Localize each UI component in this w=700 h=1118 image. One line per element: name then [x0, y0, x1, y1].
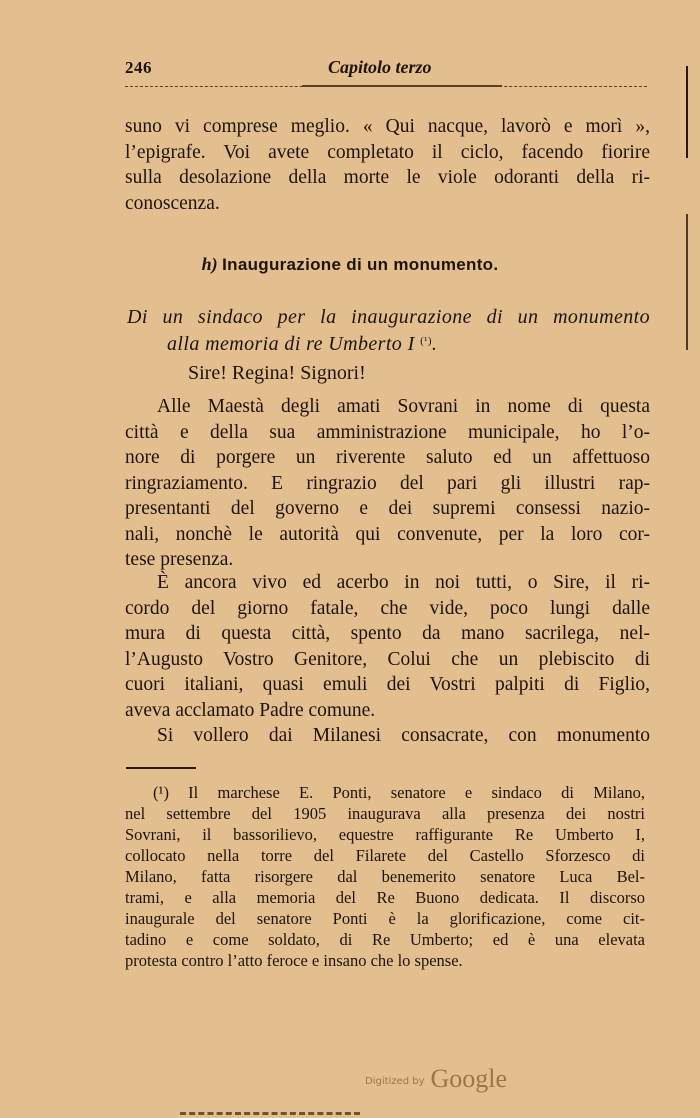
footnote [125, 782, 645, 971]
text-line: conoscenza. [125, 192, 220, 214]
footnote-line: Milano, fatta risorgere dal benemerito senatore Luca Bel- [125, 867, 645, 886]
text-line: presentanti del governo e dei supremi consessi nazio- [125, 498, 650, 519]
footnote-line: protesta contro l’atto feroce e insano che lo spense. [125, 951, 463, 970]
text-line: Si vollero dai Milanesi consacrate, con monumento [157, 725, 650, 746]
section-title: Inaugurazione di un monumento. [222, 255, 499, 274]
text-line: Alle Maestà degli amati Sovrani in nome di questa [157, 396, 650, 417]
text-line: sulla desolazione della morte le viole odoranti della ri- [125, 167, 650, 188]
text-line: città e della sua amministrazione municipale, ho l’o- [125, 421, 650, 443]
speech-greeting: Sire! Regina! Signori! [188, 362, 366, 384]
footnote-line: nel settembre del 1905 inaugurava alla presenza dei nostri [125, 804, 645, 823]
page-edge-mark [686, 66, 688, 158]
text-line: cuori italiani, quasi emuli dei Vostri palpiti di Figlio, [125, 674, 650, 695]
footnote-rule [126, 767, 196, 769]
header-rule-segment [302, 85, 502, 87]
subtitle-line-text: alla memoria di re Umberto I [167, 333, 415, 355]
text-line: nali, nonchè le autorità qui convenute, per la loro cor- [125, 523, 650, 545]
footnote-line: tadino e come soldato, di Re Umberto; ed è una elevata [125, 930, 645, 949]
page-edge-mark [686, 214, 688, 350]
text-line: È ancora vivo ed acerbo in noi tutti, o Sire, il ri- [157, 572, 650, 593]
google-logo: Google [430, 1064, 508, 1093]
text-line: cordo del giorno fatale, che vide, poco lungi dalle [125, 597, 650, 619]
text-line: ringraziamento. E ringrazio del pari gli illustri rap- [125, 472, 650, 494]
footnote-reference[interactable]: (¹) [420, 335, 432, 347]
text-line: aveva acclamato Padre comune. [125, 699, 376, 721]
footnote-line: (¹) Il marchese E. Ponti, senatore e sindaco di Milano, [153, 783, 645, 802]
section-heading [0, 254, 700, 275]
running-head: Capitolo terzo [328, 57, 432, 77]
text-line: tese presenza. [125, 549, 234, 570]
page-number: 246 [125, 58, 152, 77]
watermark-prefix: Digitized by [365, 1076, 425, 1087]
footnote-line: inaugurale del senatore Ponti è la glorificazione, come cit- [125, 909, 645, 928]
footnote-line: Sovrani, il bassorilievo, equestre raffigurante Re Umberto I, [125, 825, 645, 844]
text-line: l’Augusto Vostro Genitore, Colui che un plebiscito di [125, 648, 650, 670]
text-line: mura di questa città, spento da mano sacrilega, nel- [125, 623, 650, 644]
page-bottom-artifact [180, 1112, 360, 1118]
digitized-by-google-watermark [365, 1064, 507, 1094]
opening-paragraph [125, 114, 650, 216]
body-paragraph [125, 723, 650, 749]
subtitle-period: . [431, 333, 438, 355]
text-line: suno vi comprese meglio. « Qui nacque, lavorò e morì », [125, 116, 650, 137]
body-paragraph [125, 394, 650, 573]
subtitle-line [127, 329, 650, 356]
subtitle-line: Di un sindaco per la inaugurazione di un monumento [127, 306, 650, 328]
text-line: l’epigrafe. Voi avete completato il ciclo, facendo fiorire [125, 141, 650, 163]
section-letter: h) [201, 254, 218, 274]
body-paragraph [125, 570, 650, 723]
footnote-line: collocato nella torre del Filarete del Castello Sforzesco di [125, 846, 645, 865]
text-line: nore di porgere un riverente saluto ed un affettuoso [125, 447, 650, 468]
speech-subtitle [127, 305, 650, 356]
footnote-line: trami, e alla memoria del Re Buono dedicata. Il discorso [125, 888, 645, 907]
